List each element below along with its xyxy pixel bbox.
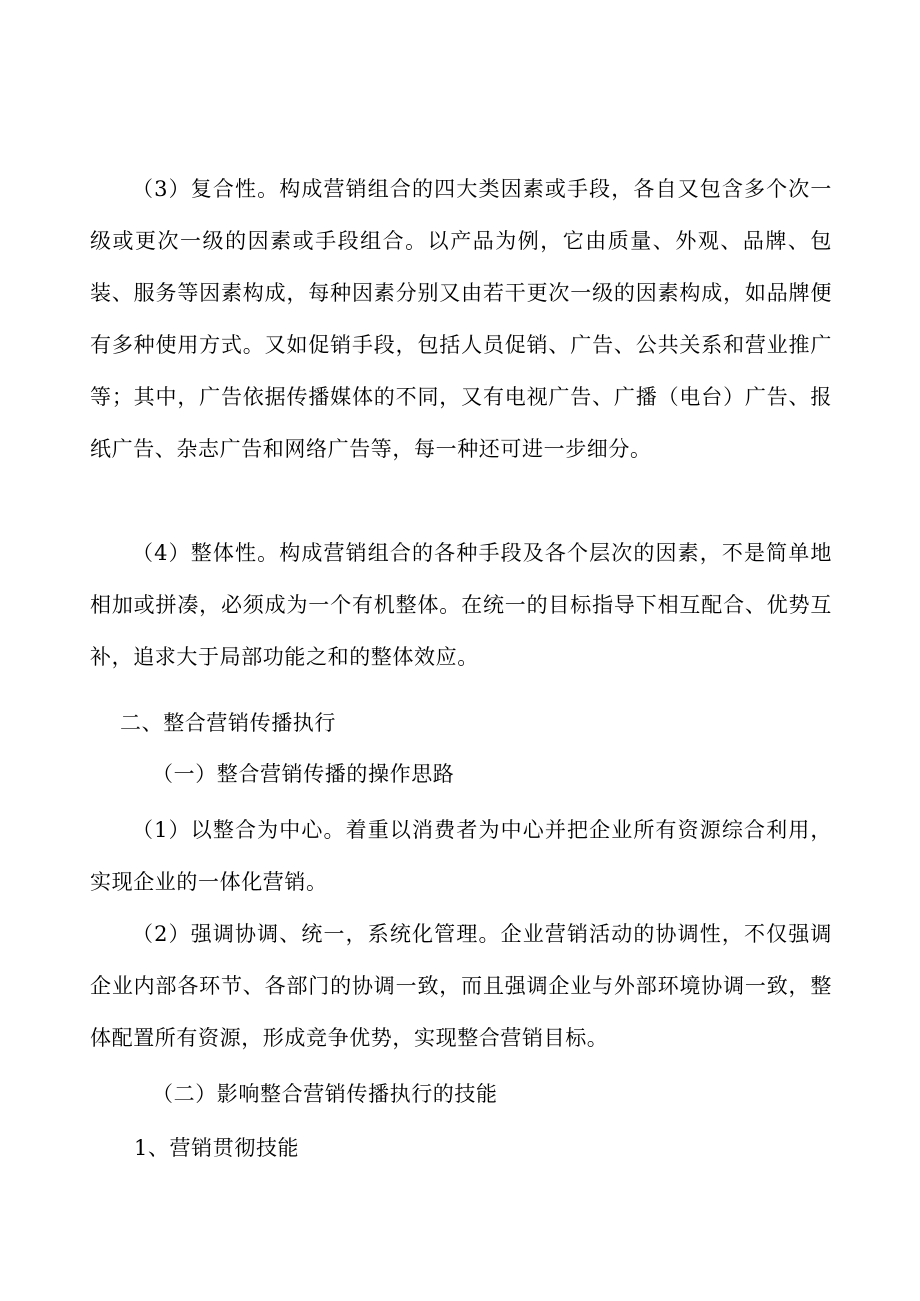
subsection-heading-skills: （二）影响整合营销传播执行的技能 bbox=[152, 1082, 498, 1106]
item-heading-marketing-skill: 1、营销贯彻技能 bbox=[134, 1136, 300, 1160]
subsection-heading-operation: （一）整合营销传播的操作思路 bbox=[152, 762, 455, 786]
section-heading: 二、整合营销传播执行 bbox=[120, 711, 336, 735]
paragraph-composite: （3）复合性。构成营销组合的四大类因素或手段，各自又包含多个次一级或更次一级的因素或手段组合。以产品为例，它由质量、外观、品牌、包装、服务等因素构成，每种因素分别又由若干更次一级的因素构成，如品牌便有多种使用方式。又如促销手段，包括人员促销、广告、公共关系和营业推广等；其中，广告依据传播媒体的不同，又有电视广告、广播（电台）广告、报纸广告、杂志广告和网络广告等，每一种还可进一步细分。 bbox=[90, 177, 832, 461]
paragraph-integrity: （4）整体性。构成营销组合的各种手段及各个层次的因素，不是简单地相加或拼凑，必须成为一个有机整体。在统一的目标指导下相互配合、优势互补，追求大于局部功能之和的整体效应。 bbox=[90, 541, 832, 669]
paragraph-coordination: （2）强调协调、统一，系统化管理。企业营销活动的协调性，不仅强调企业内部各环节、各部门的协调一致，而且强调企业与外部环境协调一致，整体配置所有资源，形成竞争优势，实现整合营销目标。 bbox=[90, 922, 832, 1050]
paragraph-consumer-center: （1）以整合为中心。着重以消费者为中心并把企业所有资源综合利用，实现企业的一体化营销。 bbox=[90, 818, 832, 894]
